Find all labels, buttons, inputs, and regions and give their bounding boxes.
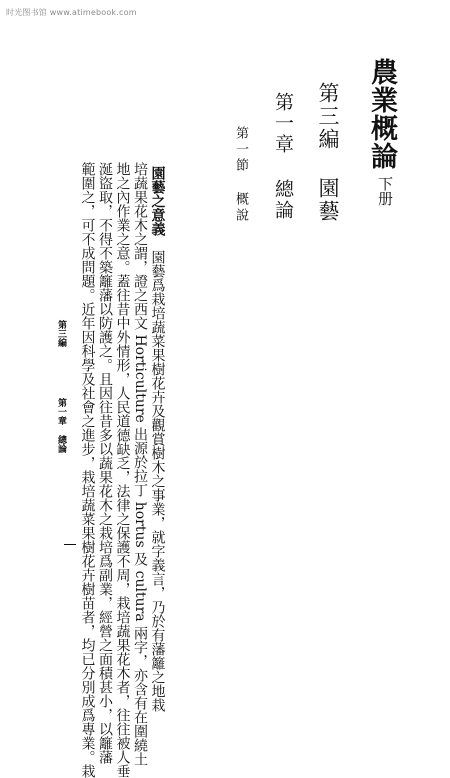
body-line: 培蔬果花木之謂，證之西文 Horticulture 出源於拉丁 hortus 及 cultura 兩字，亦含有在圍繞土	[132, 162, 148, 767]
body-text	[78, 162, 166, 778]
watermark: 时光图书馆 www.atimebook.com	[6, 8, 137, 17]
footer-part: 第三編	[56, 320, 66, 347]
part-title: 第三編 園藝	[316, 82, 340, 223]
book-volume: 下册	[376, 176, 394, 206]
chapter-title: 第一章 總論	[272, 92, 294, 221]
body-line: 範圍之，可不成問題。近年因科學及社會之進步，栽培蔬菜果樹花卉樹苗者，均已分別成爲專業。栽	[79, 162, 96, 778]
body-line: 涎盜取，不得不築籬藩以防護之。且因往昔多以蔬果花木之栽培爲副業，經營之面積甚小，以籬藩	[97, 162, 113, 764]
body-line: 地之內作業之意。蓋往昔中外情形，人民道德缺乏，法律之保護不周，栽培蔬果花木者，往往被人垂	[114, 162, 131, 778]
section-title: 第一節 概說	[233, 126, 248, 224]
book-title: 農業概論	[366, 58, 397, 170]
body-line: 園藝之意義 園藝爲栽培蔬菜果樹花卉及觀賞樹木之事業，就字義言，乃於有藩籬之地栽	[149, 166, 166, 712]
footer-chapter: 第一章 總論	[56, 398, 66, 453]
term-heading: 園藝之意義	[149, 166, 166, 236]
page-number	[64, 534, 76, 548]
